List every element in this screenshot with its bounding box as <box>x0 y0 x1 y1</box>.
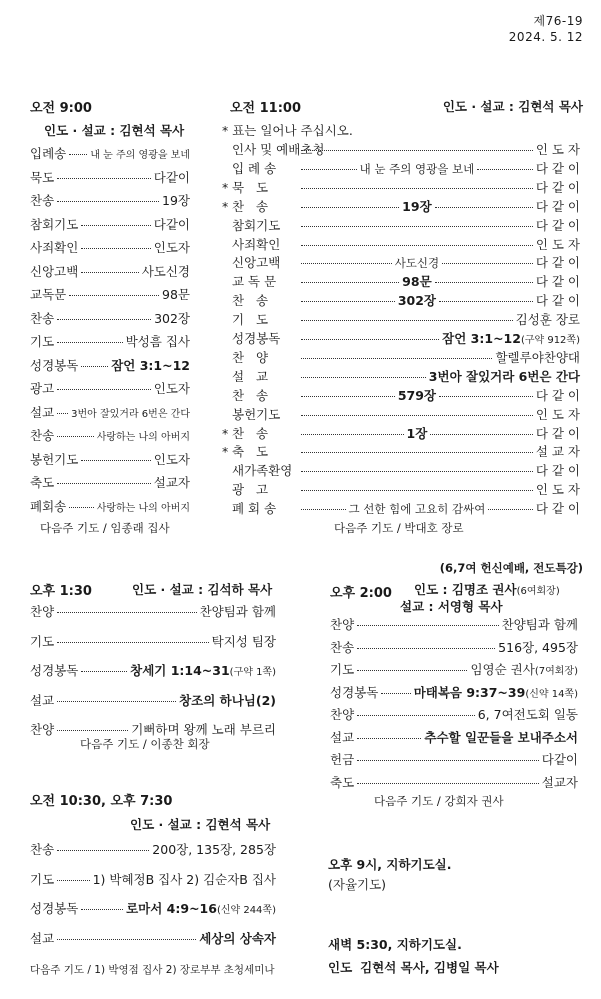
order-value: 창세기 1:14~31 <box>130 663 230 678</box>
order-value: 3번아 잘있거라 6번은 간다 <box>71 408 190 420</box>
order-row <box>30 450 190 468</box>
leader-dots <box>57 178 151 179</box>
order-row <box>222 499 580 517</box>
leader-dots <box>488 509 533 510</box>
leader-dots <box>301 490 533 491</box>
order-value: 설교자 <box>153 475 190 490</box>
order-label: 성경봉독 <box>30 663 79 678</box>
next-week-prayer: 다음주 기도 / 이종찬 회장 <box>80 737 210 751</box>
next-week-prayer: 다음주 기도 / 임종래 집사 <box>40 521 170 535</box>
order-row <box>30 262 190 280</box>
leader-dots <box>57 880 89 881</box>
order-row <box>30 191 190 209</box>
order-label: 참회기도 <box>232 217 281 233</box>
scripture-ref: (신약 14쪽) <box>525 688 578 700</box>
order-label: 교독문 <box>30 287 67 302</box>
order-label: 폐 회 송 <box>232 501 277 517</box>
order-label: 참회기도 <box>30 216 79 232</box>
order-value: 3번아 잘있거라 6번은 간다 <box>428 368 580 384</box>
order-label: 신앙고백 <box>232 255 281 271</box>
order-label: 입 례 송 <box>232 160 277 176</box>
leader-dots <box>301 377 426 378</box>
order-label: 기도 <box>30 334 55 349</box>
standing-mark: * <box>222 179 229 195</box>
order-row <box>30 426 190 444</box>
order-value: 인 도 자 <box>535 406 580 422</box>
order-row <box>30 168 190 186</box>
leader-dots <box>301 263 392 264</box>
leader-dots <box>357 738 421 739</box>
order-value: 내 눈 주의 영광을 보네 <box>90 150 190 161</box>
leader-dots <box>301 509 346 510</box>
leader-dots <box>57 201 159 202</box>
leader-dots <box>57 701 176 702</box>
order-value: 다 같 이 <box>535 274 581 290</box>
order-value: 인도자 <box>153 240 190 255</box>
order-value: 다 같 이 <box>535 160 581 176</box>
order-value: 다 같 이 <box>535 425 580 441</box>
leader-dots <box>301 282 399 283</box>
order-row <box>330 705 578 723</box>
order-label: 찬송 <box>30 842 55 857</box>
order-row <box>222 480 580 498</box>
leader-dots <box>357 625 498 626</box>
order-value: 인 도 자 <box>535 142 580 157</box>
order-value: 세상의 상속자 <box>199 930 276 946</box>
prayer-time: 오후 9시, 지하기도실. <box>328 857 452 872</box>
prayer-leader <box>328 958 499 976</box>
order-label: 봉헌기도 <box>232 406 281 422</box>
order-label: 설교 <box>30 930 55 946</box>
order-label: 설 교 <box>232 368 269 384</box>
section-leader <box>414 580 560 598</box>
order-value: 다 같 이 <box>535 463 580 479</box>
leader-dots <box>301 245 533 246</box>
next-week-prayer: 다음주 기도 / 박대호 장로 <box>334 521 464 535</box>
order-label: 축도 <box>30 475 55 490</box>
leader-dots <box>57 483 151 484</box>
order-item: 19장 <box>402 198 432 214</box>
order-row <box>30 632 276 650</box>
leader-dots <box>81 272 138 273</box>
order-row <box>222 348 580 366</box>
order-row <box>330 615 578 633</box>
order-value: 탁지성 팀장 <box>211 633 276 649</box>
order-value: 기뻐하며 왕께 노래 부르리 <box>131 722 276 737</box>
order-row <box>222 197 580 215</box>
leader-text: 인도 : 김명조 권사 <box>414 582 517 597</box>
order-row <box>30 899 276 917</box>
leader-dots <box>57 413 68 414</box>
order-row <box>222 310 580 328</box>
leader-dots <box>301 452 533 453</box>
standing-note: * 표는 일어나 주십시오. <box>222 123 353 138</box>
order-value: 할렐루야찬양대 <box>495 349 580 365</box>
bulletin-date: 2024. 5. 12 <box>508 30 583 44</box>
section-leader: 인도 · 설교 : 김현석 목사 <box>130 817 271 832</box>
order-value: 다같이 <box>541 752 578 767</box>
order-value: 사랑하는 나의 아버지 <box>96 432 190 443</box>
order-row <box>222 235 580 253</box>
next-week-prayer: 다음주 기도 / 강희자 권사 <box>374 794 504 808</box>
leader-dots <box>357 670 467 671</box>
order-row <box>30 332 190 350</box>
leader-dots <box>57 389 151 390</box>
order-label: 찬양 <box>330 707 355 722</box>
section-time: 오후 1:30 <box>30 584 92 599</box>
order-label: 찬송 <box>330 639 355 655</box>
order-value: 다 같 이 <box>535 217 580 233</box>
leader-dots <box>57 436 94 437</box>
order-label: 설교 <box>330 729 355 745</box>
leader-dots <box>430 434 533 435</box>
leader-dots <box>81 248 150 249</box>
leader-names: 김현석 목사, 김병일 목사 <box>360 960 499 975</box>
order-label: 성경봉독 <box>330 684 379 700</box>
order-value: 인도자 <box>153 451 190 467</box>
order-item: 내 눈 주의 영광을 보네 <box>359 161 475 176</box>
order-value: 다 같 이 <box>535 387 581 403</box>
order-row <box>222 367 580 385</box>
order-label: 사죄확인 <box>232 236 281 252</box>
order-row <box>222 386 580 404</box>
order-label: 찬양 <box>30 722 55 737</box>
order-label: 기도 <box>30 633 55 649</box>
order-row <box>330 728 578 746</box>
order-label: 찬 양 <box>232 349 269 365</box>
leader-dots <box>57 642 208 643</box>
order-value: 찬양팀과 함께 <box>199 604 276 619</box>
order-value: 다같이 <box>153 169 190 185</box>
leader-dots <box>301 207 399 208</box>
order-label: 헌금 <box>330 752 355 767</box>
leader-dots <box>435 282 533 283</box>
order-value: 사랑하는 나의 아버지 <box>96 502 190 514</box>
leader-dots <box>381 693 410 694</box>
leader-dots <box>301 188 533 189</box>
order-label: 찬 송 <box>232 198 269 214</box>
order-item: 579장 <box>397 387 436 403</box>
order-item: 사도신경 <box>394 256 440 271</box>
section-time: 오전 10:30, 오후 7:30 <box>30 794 173 809</box>
order-row <box>222 272 580 290</box>
leader-dots <box>57 319 151 320</box>
order-row <box>30 840 276 858</box>
leader-dots <box>301 320 513 321</box>
leader-dots <box>81 909 123 910</box>
order-row <box>30 929 276 947</box>
order-row <box>222 405 580 423</box>
leader-dots <box>301 434 404 435</box>
order-value: 1) 박혜정B 집사 2) 김순자B 집사 <box>92 871 276 887</box>
order-label: 찬송 <box>30 310 55 326</box>
leader-dots <box>442 263 533 264</box>
section-time: 오후 2:00 <box>330 586 392 601</box>
order-label: 묵도 <box>30 169 55 185</box>
order-label: 기 도 <box>232 312 269 328</box>
order-row <box>30 379 190 397</box>
leader-dots <box>81 671 127 672</box>
leader-dots <box>477 169 533 170</box>
leader-note: (6여회장) <box>516 586 560 597</box>
order-row <box>330 773 578 791</box>
order-label: 찬 송 <box>232 293 269 309</box>
order-row <box>222 216 580 234</box>
leader-dots <box>301 396 395 397</box>
order-row <box>30 602 276 620</box>
order-row <box>330 750 578 768</box>
leader-dots <box>57 850 149 851</box>
leader-dots <box>69 507 93 508</box>
order-value: 다같이 <box>153 216 190 232</box>
order-value: 창조의 하나님(2) <box>179 692 276 708</box>
order-label: 축 도 <box>232 444 269 460</box>
order-label: 기도 <box>330 662 355 677</box>
order-value: 인도자 <box>153 381 190 396</box>
order-label: 인사 및 예배초청 <box>232 142 325 157</box>
leader-dots <box>69 295 159 296</box>
leader-dots <box>57 612 196 613</box>
order-row <box>30 403 190 421</box>
order-value: 마태복음 9:37~39 <box>413 684 526 700</box>
order-row <box>222 140 580 158</box>
order-label: 새가족환영 <box>232 463 293 479</box>
leader-dots <box>357 783 539 784</box>
order-row <box>30 870 276 888</box>
order-label: 묵 도 <box>232 179 269 195</box>
order-row <box>30 356 190 374</box>
section-preacher: 설교 : 서영형 목사 <box>400 599 503 614</box>
order-row <box>30 473 190 491</box>
leader-dots <box>81 225 150 226</box>
leader-dots <box>301 169 357 170</box>
order-row <box>30 691 276 709</box>
order-label: 기도 <box>30 871 55 887</box>
order-row <box>222 329 580 347</box>
order-label: 축도 <box>330 774 355 790</box>
order-value: 516장, 495장 <box>498 639 578 655</box>
scripture-ref: (구약 1쪽) <box>229 667 276 678</box>
order-row <box>30 285 190 303</box>
order-label: 광 고 <box>232 482 269 498</box>
leader-dots <box>439 396 533 397</box>
order-value: 설교자 <box>541 774 578 790</box>
scripture-ref: (구약 912쪽) <box>520 335 580 346</box>
order-label: 교 독 문 <box>232 274 277 290</box>
order-value: 잠언 3:1~12 <box>442 331 521 346</box>
leader-dots <box>357 648 495 649</box>
leader-dots <box>301 415 533 416</box>
order-value: 로마서 4:9~16 <box>126 901 217 916</box>
order-value: 19장 <box>162 193 190 208</box>
order-value: 찬양팀과 함께 <box>501 617 578 632</box>
order-row <box>30 309 190 327</box>
order-value: 설 교 자 <box>535 444 580 460</box>
leader-dots <box>301 358 492 359</box>
leader-dots <box>301 226 533 227</box>
order-value: 다 같 이 <box>535 293 581 309</box>
leader-dots <box>357 715 475 716</box>
order-row <box>30 144 190 162</box>
order-item: 1장 <box>406 425 428 441</box>
order-item: 98문 <box>402 274 432 290</box>
prayer-time: 새벽 5:30, 지하기도실. <box>328 937 462 952</box>
order-value: 김성훈 장로 <box>515 312 580 328</box>
order-row <box>222 291 580 309</box>
prayer-note: (자율기도) <box>328 877 387 892</box>
order-label: 찬 송 <box>232 387 269 403</box>
order-value: 추수할 일꾼들을 보내주소서 <box>424 729 578 745</box>
order-label: 성경봉독 <box>30 357 79 373</box>
order-row <box>30 661 276 679</box>
order-row <box>222 461 580 479</box>
order-row <box>222 178 580 196</box>
leader-dots <box>69 154 87 155</box>
section-leader: 인도 · 설교 : 김현석 목사 <box>44 123 185 138</box>
section-leader: 인도 · 설교 : 김석하 목사 <box>132 582 273 597</box>
order-label: 찬송 <box>30 193 55 208</box>
leader-dots <box>301 301 395 302</box>
leader-dots <box>81 366 108 367</box>
order-value: 인 도 자 <box>535 236 580 252</box>
order-label: 봉헌기도 <box>30 451 79 467</box>
order-label: 찬송 <box>30 428 55 443</box>
order-label: 광고 <box>30 381 55 396</box>
order-value: 다 같 이 <box>535 255 580 271</box>
order-item: 302장 <box>397 293 436 309</box>
order-note: (7여회장) <box>534 666 578 677</box>
order-label: 찬양 <box>30 604 55 619</box>
leader-dots <box>301 150 533 151</box>
order-value: 6, 7여전도회 일동 <box>477 707 578 722</box>
standing-mark: * <box>222 425 229 441</box>
order-label: 입례송 <box>30 146 67 161</box>
order-value: 임영순 권사 <box>470 662 535 677</box>
order-label: 신앙고백 <box>30 263 79 279</box>
section-leader: 인도 · 설교 : 김현석 목사 <box>442 99 583 114</box>
order-label: 찬 송 <box>232 425 269 441</box>
order-row <box>330 660 578 678</box>
order-label: 설교 <box>30 692 55 708</box>
section-time: 오전 9:00 <box>30 101 92 116</box>
order-label: 설교 <box>30 404 55 420</box>
order-row <box>30 238 190 256</box>
special-service-note: (6,7여 헌신예배, 전도특강) <box>439 561 583 575</box>
scripture-ref: (신약 244쪽) <box>216 905 276 916</box>
order-label: 사죄확인 <box>30 240 79 255</box>
order-row <box>330 683 578 701</box>
order-item: 그 선한 힘에 고요히 감싸여 <box>348 502 486 517</box>
leader-dots <box>57 939 196 940</box>
order-row <box>30 497 190 515</box>
standing-mark: * <box>222 444 229 460</box>
order-row <box>330 638 578 656</box>
order-value: 302장 <box>154 310 190 326</box>
leader-dots <box>439 301 533 302</box>
section-time: 오전 11:00 <box>230 101 302 116</box>
order-row <box>222 442 580 460</box>
order-label: 성경봉독 <box>30 901 79 916</box>
order-value: 다 같 이 <box>535 179 580 195</box>
order-row <box>222 253 580 271</box>
order-value: 200장, 135장, 285장 <box>152 842 276 857</box>
leader-dots <box>357 760 539 761</box>
order-row <box>30 215 190 233</box>
order-label: 폐회송 <box>30 498 67 514</box>
order-value: 박성흠 집사 <box>125 334 190 349</box>
order-value: 98문 <box>162 287 190 302</box>
leader-dots <box>81 460 150 461</box>
order-value: 다 같 이 <box>535 198 581 214</box>
order-label: 성경봉독 <box>232 331 281 346</box>
leader-dots <box>57 730 128 731</box>
order-row <box>222 159 580 177</box>
order-label: 찬양 <box>330 617 355 632</box>
leader-dots <box>57 342 122 343</box>
leader-dots <box>435 207 533 208</box>
leader-dots <box>301 471 533 472</box>
bulletin-number: 제76-19 <box>533 14 583 28</box>
order-value: 인 도 자 <box>535 482 580 498</box>
order-value: 잠언 3:1~12 <box>111 357 190 373</box>
leader-label: 인도 <box>328 960 353 975</box>
order-row <box>222 424 580 442</box>
standing-mark: * <box>222 198 229 214</box>
next-week-prayer: 다음주 기도 / 1) 박영점 집사 2) 장로부부 초청세미나 <box>30 964 275 976</box>
order-value: 사도신경 <box>141 263 190 279</box>
leader-dots <box>301 339 439 340</box>
order-value: 다 같 이 <box>535 501 581 517</box>
